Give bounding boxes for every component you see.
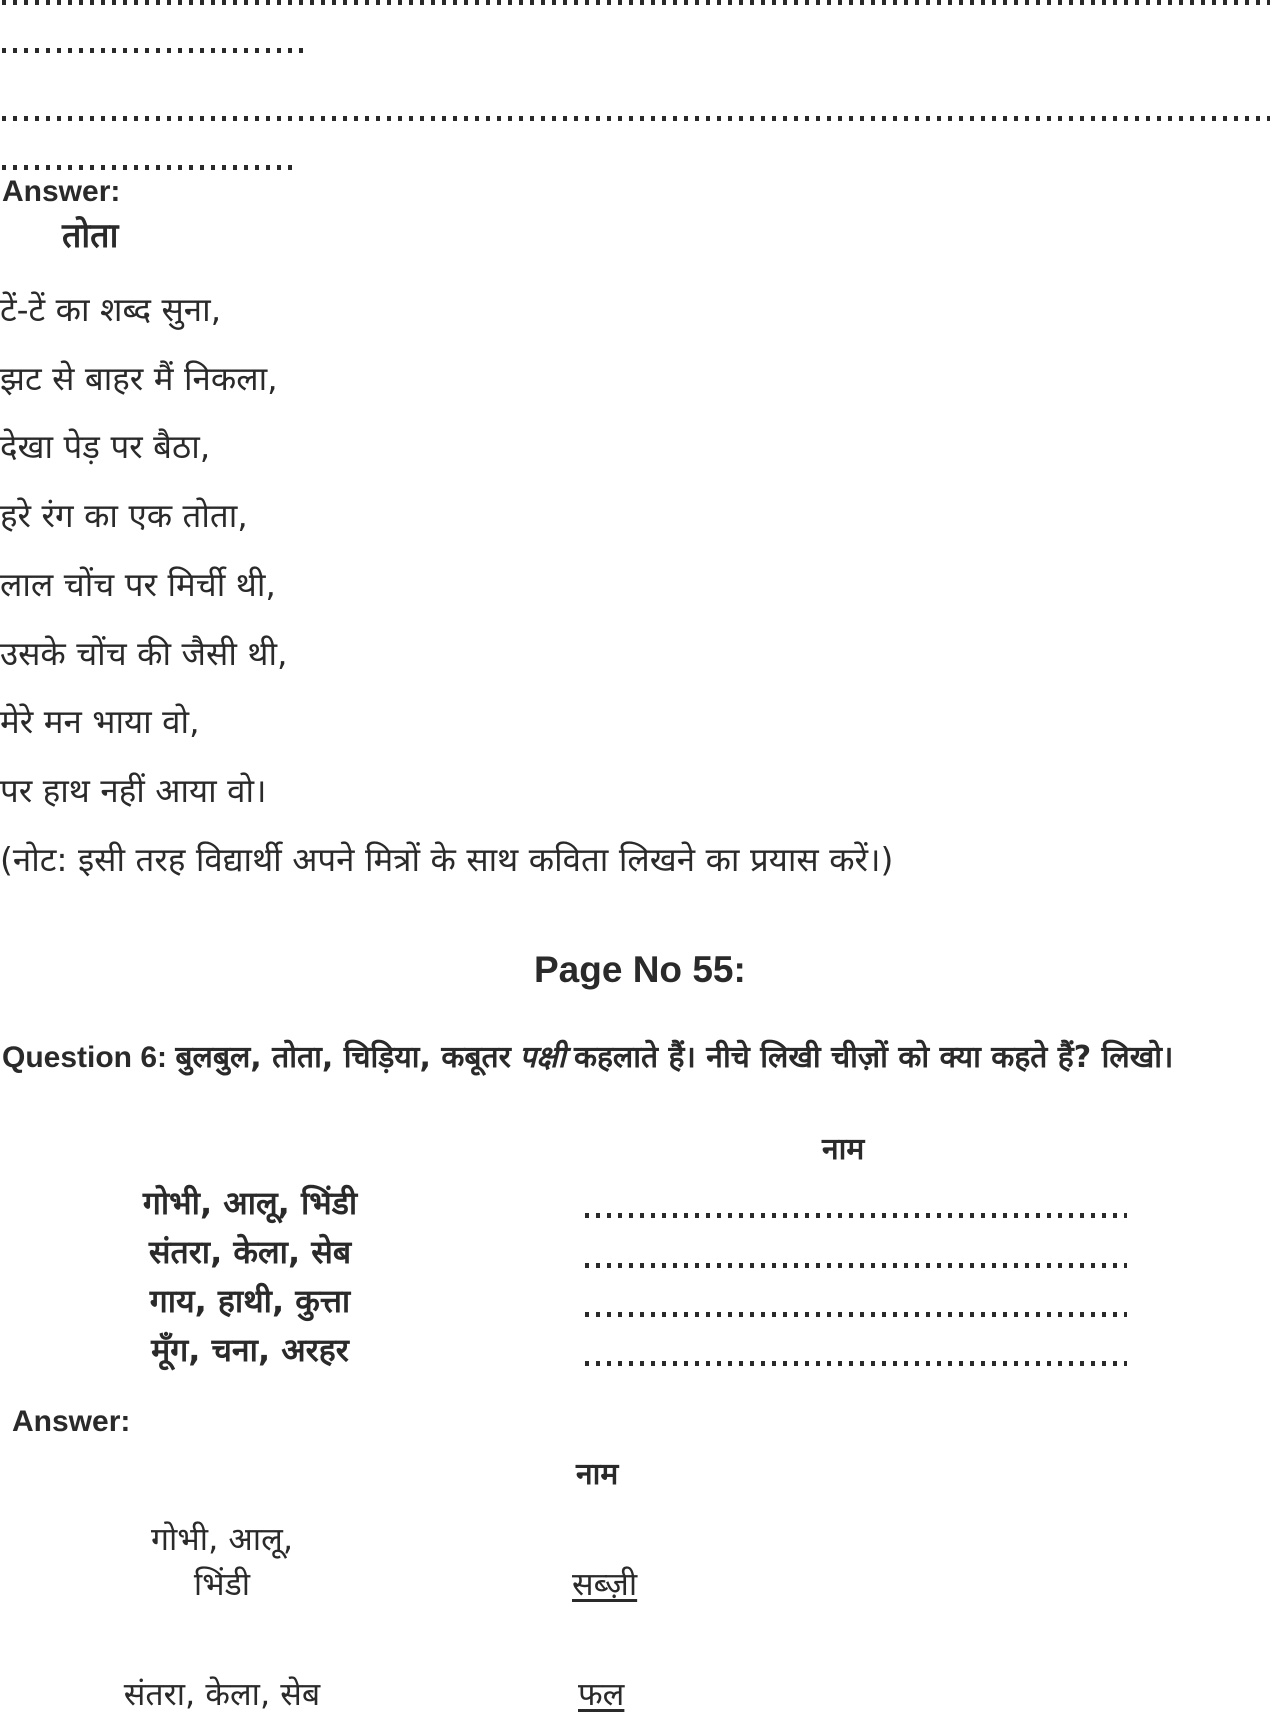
answer-row-name: सब्ज़ी	[572, 1565, 638, 1603]
answer-row-items: संतरा, केला, सेब	[123, 1675, 321, 1713]
question-row-items: संतरा, केला, सेब	[148, 1233, 352, 1271]
answer-label: Answer:	[2, 175, 121, 208]
poem-line: देखा पेड़ पर बैठा,	[0, 427, 211, 466]
blank-dotted-line	[2, 165, 298, 170]
answer-row-items: गोभी, आलू,	[150, 1520, 293, 1558]
poem-line: मेरे मन भाया वो,	[0, 702, 200, 741]
question-text-after: कहलाते हैं। नीचे लिखी चीज़ों को क्या कहते हैं? लिखो।	[573, 1040, 1174, 1075]
poem-line: उसके चोंच की जैसी थी,	[0, 634, 288, 673]
answer-blank-line	[585, 1361, 1127, 1366]
answer-column-header-naam: नाम	[576, 1457, 619, 1492]
column-header-naam: नाम	[822, 1132, 865, 1167]
blank-dotted-line	[2, 116, 1270, 121]
question-text-before: बुलबुल, तोता, चिड़िया, कबूतर	[175, 1040, 511, 1075]
blank-dotted-line	[2, 0, 1270, 5]
poem-line: टें-टें का शब्द सुना,	[0, 290, 222, 329]
answer-row-name: फल	[578, 1675, 625, 1713]
page-heading: Page No 55:	[534, 949, 746, 990]
poem-line: लाल चोंच पर मिर्ची थी,	[0, 565, 276, 604]
poem-line: हरे रंग का एक तोता,	[0, 496, 248, 535]
question-row-items: गोभी, आलू, भिंडी	[142, 1184, 358, 1222]
answer-label: Answer:	[12, 1405, 131, 1438]
poem-line: झट से बाहर मैं निकला,	[0, 359, 278, 398]
answer-blank-line	[585, 1213, 1127, 1218]
answer-blank-line	[585, 1312, 1127, 1317]
question-row-items: मूँग, चना, अरहर	[151, 1331, 349, 1369]
blank-dotted-line	[2, 48, 308, 53]
question-row-items: गाय, हाथी, कुत्ता	[149, 1282, 351, 1320]
question-italic-word: पक्षी	[519, 1040, 566, 1075]
poem-title: तोता	[62, 216, 119, 256]
answer-row-items: भिंडी	[193, 1565, 251, 1603]
poem-note: (नोट: इसी तरह विद्यार्थी अपने मित्रों के साथ कविता लिखने का प्रयास करें।)	[0, 840, 894, 879]
poem-line: पर हाथ नहीं आया वो।	[0, 771, 267, 810]
question-label: Question 6:	[2, 1041, 168, 1074]
answer-blank-line	[585, 1263, 1127, 1268]
question-6	[2, 1036, 1267, 1080]
